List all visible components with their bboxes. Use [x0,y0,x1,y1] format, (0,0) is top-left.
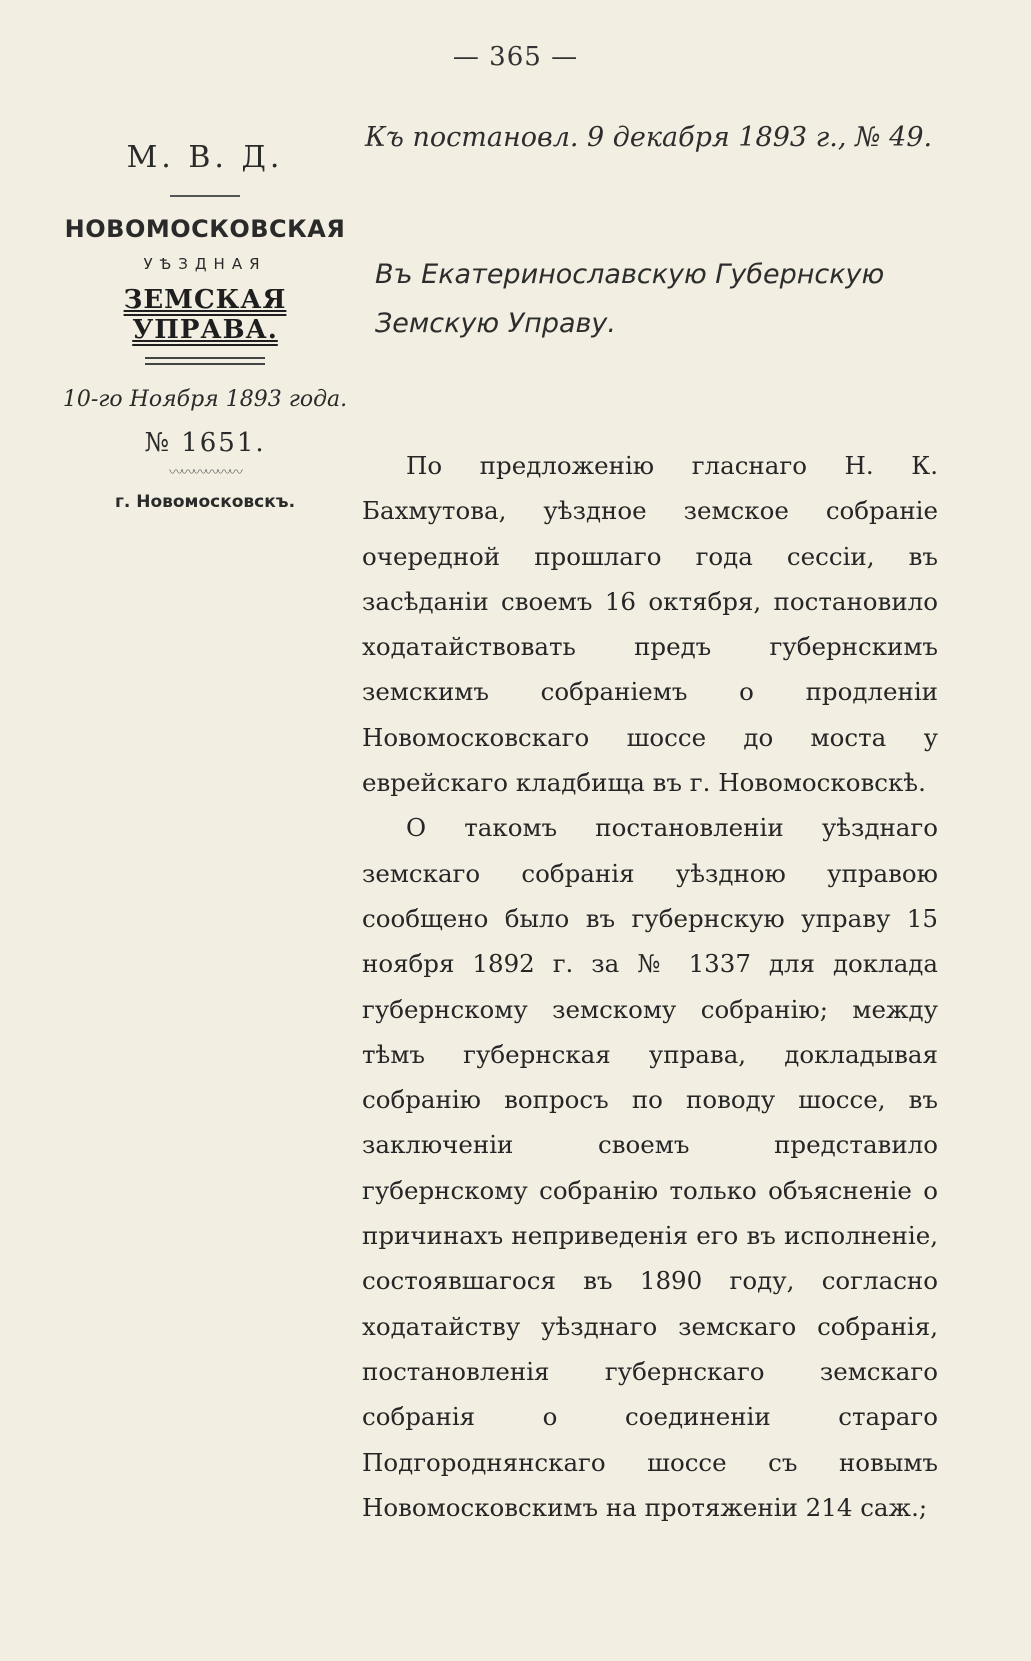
stamp-ministry: М. В. Д. [126,140,284,175]
stamp-double-divider [145,357,265,365]
reference-line: Къ постановл. 9 декабря 1893 г., № 49. [365,122,933,153]
stamp-office-name: НОВОМОСКОВСКАЯ [64,215,346,243]
stamp-city: г. Новомосковскъ. [114,492,296,512]
stamp-uezd: УѢЗДНАЯ [143,255,267,273]
stamp-divider [170,195,240,197]
stamp-date: 10-го Ноября 1893 года. [62,387,348,412]
stamp-number: № 1651. [144,428,266,458]
stamp-wave-divider: 〰〰〰〰〰〰 [169,465,241,481]
stamp-uprava: ЗЕМСКАЯ УПРАВА. [123,285,287,345]
paragraph-2: О такомъ постановленіи уѣзднаго земскаго собранія уѣздною управою сообщено было въ губернскую управу 15 ноября 1892 г. за № 1337 для доклада губернскому земскому собранію; между тѣмъ губернская управа, докладывая собранію вопросъ по поводу шоссе, въ заключеніи своемъ представило губернскому собранію только объясненіе о причинахъ неприведенія его въ исполненіе, состоявшагося въ 1890 году, согласно ходатайству уѣзднаго земскаго собранія, постановленія губернскаго земскаго собранія о соединеніи стараго Подгороднянскаго шоссе съ новымъ Новомосковскимъ на протяженіи 214 саж.; [362,813,938,1522]
addressee-line-2: Земскую Управу. [375,308,616,339]
paragraph-1: По предложенію гласнаго Н. К. Бахмутова, уѣздное земское собраніе очередной прошлаго года сессіи, въ засѣданіи своемъ 16 октября, постановило ходатайствовать предъ губернскимъ земскимъ собраніемъ о продленіи Новомосковскаго шоссе до моста у еврейскаго кладбища въ г. Новомосковскѣ. [362,451,938,798]
page-number: — 365 — [452,42,579,72]
office-stamp [60,120,350,512]
letter-body [362,443,938,1530]
addressee [375,250,935,348]
addressee-line-1: Въ Екатеринославскую Губернскую [375,259,885,290]
